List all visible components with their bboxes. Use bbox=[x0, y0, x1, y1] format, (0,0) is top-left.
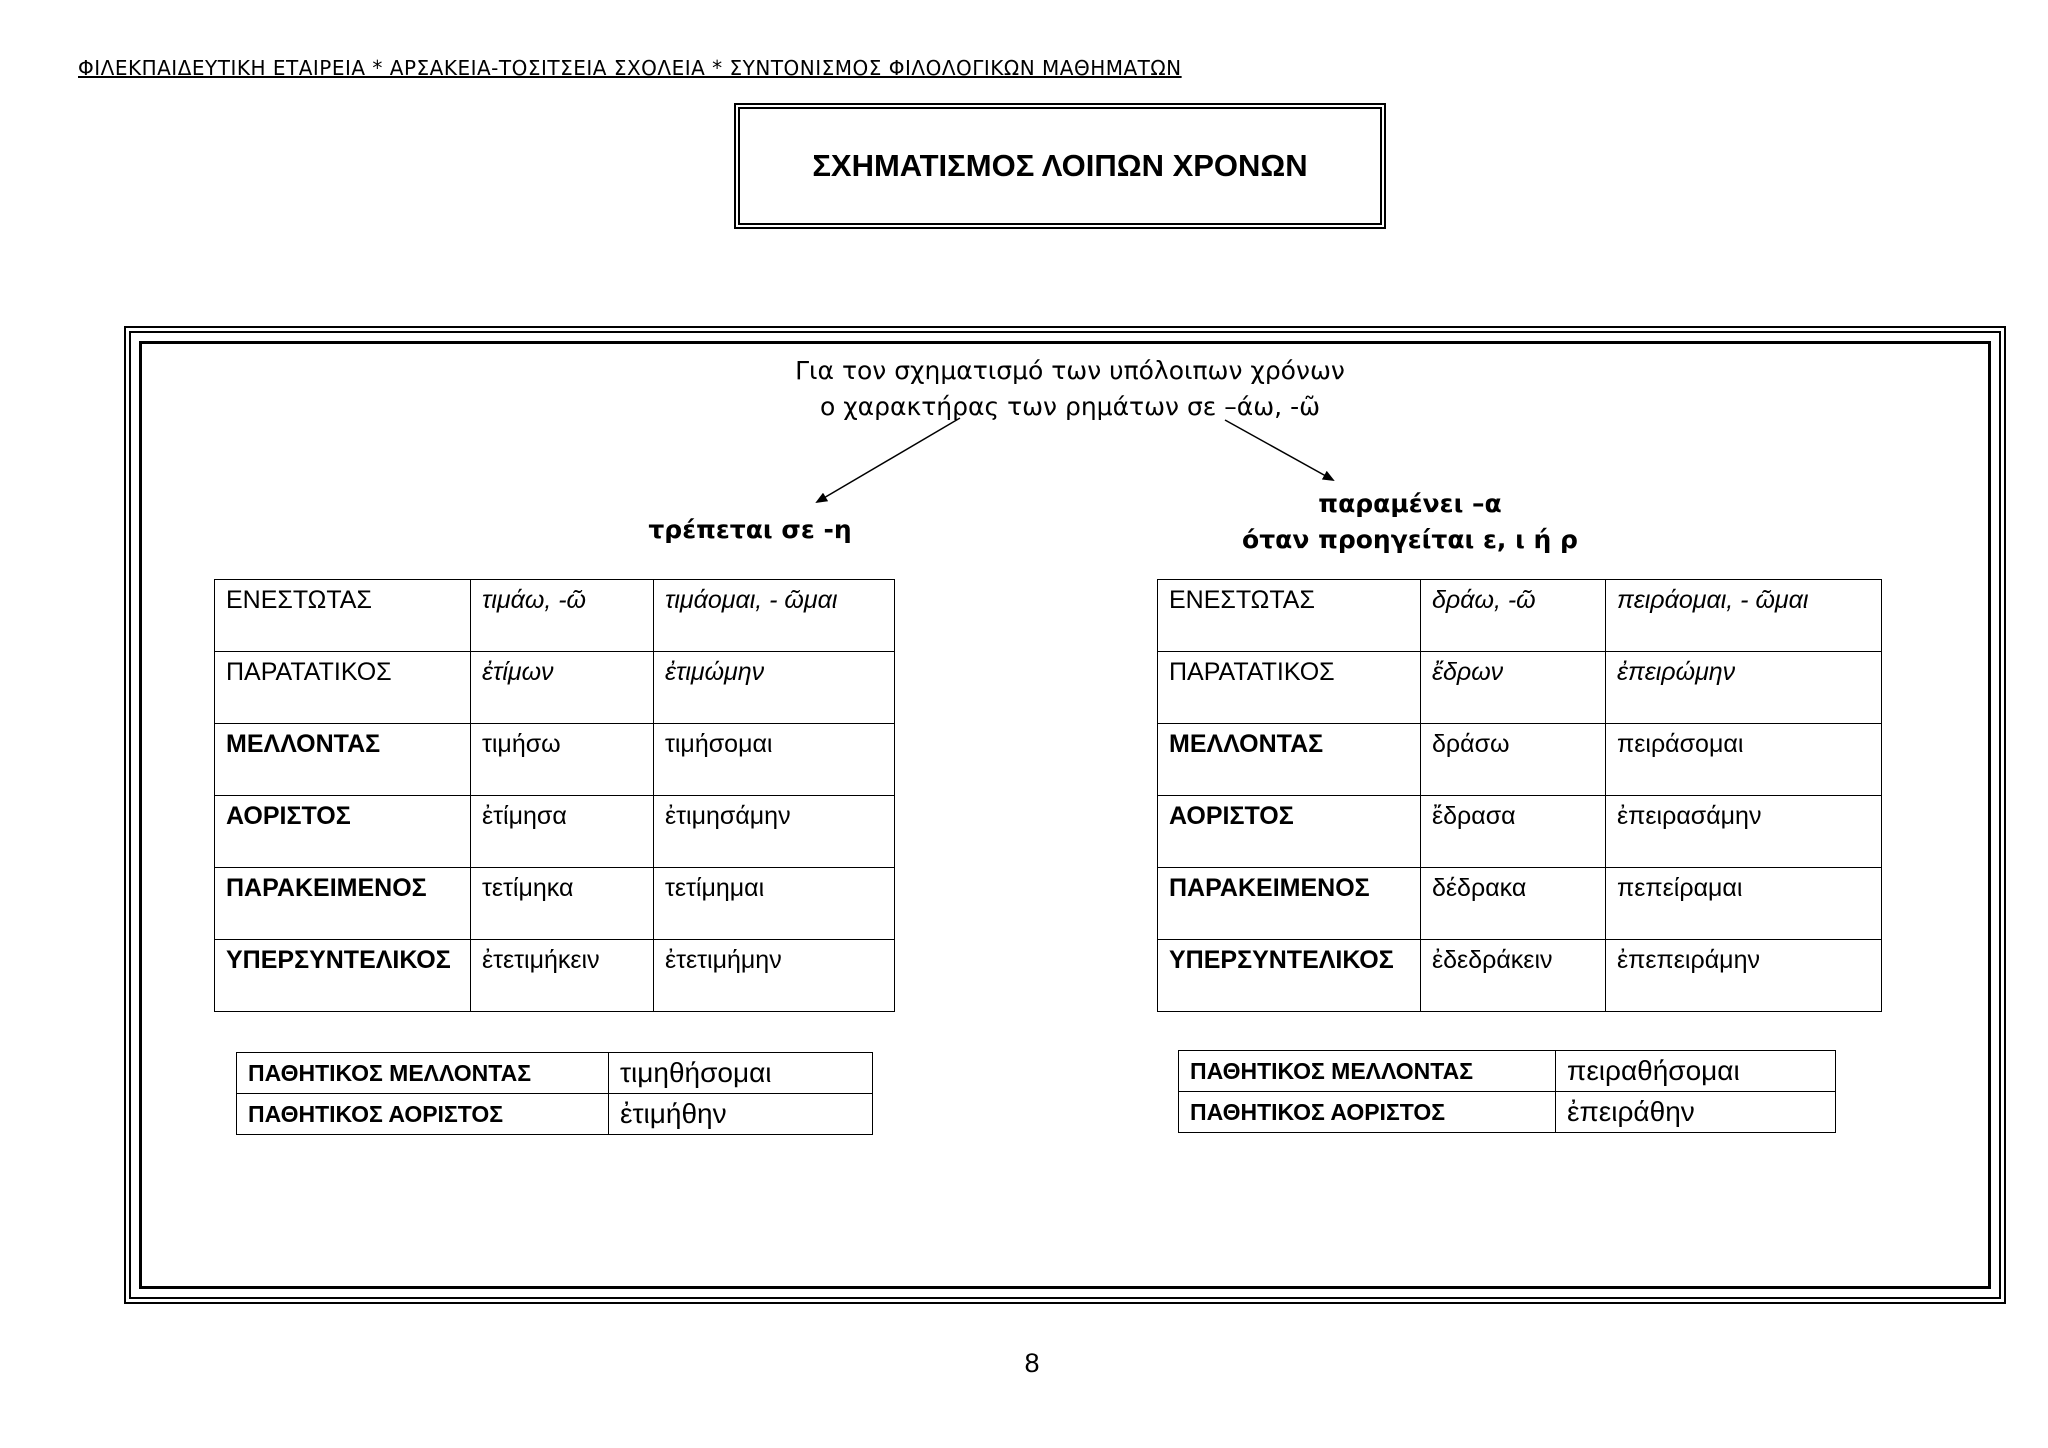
table-row bbox=[1179, 1092, 1836, 1133]
active-cell: ἐδεδράκειν bbox=[1421, 940, 1606, 1012]
passive-cell: ἐτιμησάμην bbox=[654, 796, 895, 868]
right-conjugation-table bbox=[1157, 579, 1882, 1012]
active-cell: ἔδρασα bbox=[1421, 796, 1606, 868]
table-row bbox=[1158, 580, 1882, 652]
tense-cell: ΠΑΡΑΤΑΤΙΚΟΣ bbox=[215, 652, 471, 724]
active-cell: ἐτετιμήκειν bbox=[471, 940, 654, 1012]
tense-cell: ΑΟΡΙΣΤΟΣ bbox=[1158, 796, 1421, 868]
table-row bbox=[1158, 796, 1882, 868]
active-cell: ἔδρων bbox=[1421, 652, 1606, 724]
passive-cell: ἐτετιμήμην bbox=[654, 940, 895, 1012]
passive-cell: τετίμημαι bbox=[654, 868, 895, 940]
passive-cell: πειράσομαι bbox=[1606, 724, 1882, 796]
left-passive-table bbox=[236, 1052, 873, 1135]
right-branch-label-2: όταν προηγείται ε, ι ή ρ bbox=[1242, 525, 1578, 554]
passive-cell: ἐπειρώμην bbox=[1606, 652, 1882, 724]
table-row bbox=[215, 940, 895, 1012]
page-number: 8 bbox=[1024, 1348, 1040, 1378]
table-row bbox=[215, 652, 895, 724]
active-cell: ἐτίμησα bbox=[471, 796, 654, 868]
active-cell: ἐτίμων bbox=[471, 652, 654, 724]
tense-cell: ΜΕΛΛΟΝΤΑΣ bbox=[1158, 724, 1421, 796]
tense-cell: ΕΝΕΣΤΩΤΑΣ bbox=[1158, 580, 1421, 652]
page-header: ΦΙΛΕΚΠΑΙΔΕΥΤΙΚΗ ΕΤΑΙΡΕΙΑ * ΑΡΣΑΚΕΙΑ-ΤΟΣΙΤΣΕΙΑ ΣΧΟΛΕΙΑ * ΣΥΝΤΟΝΙΣΜΟΣ ΦΙΛΟΛΟΓΙΚΩΝ ΜΑΘΗΜΑΤΩΝ bbox=[78, 56, 1182, 80]
passive-cell: τιμήσομαι bbox=[654, 724, 895, 796]
passive-cell: πεπείραμαι bbox=[1606, 868, 1882, 940]
arrow-left bbox=[817, 418, 960, 502]
tense-cell: ΠΑΡΑΚΕΙΜΕΝΟΣ bbox=[215, 868, 471, 940]
tense-cell: ΠΑΡΑΚΕΙΜΕΝΟΣ bbox=[1158, 868, 1421, 940]
passive-aorist-value: ἐπειράθην bbox=[1556, 1092, 1836, 1133]
table-row bbox=[215, 796, 895, 868]
tense-cell: ΕΝΕΣΤΩΤΑΣ bbox=[215, 580, 471, 652]
tense-cell: ΑΟΡΙΣΤΟΣ bbox=[215, 796, 471, 868]
table-row bbox=[215, 724, 895, 796]
passive-aorist-value: ἐτιμήθην bbox=[609, 1094, 873, 1135]
passive-future-value: πειραθήσομαι bbox=[1556, 1051, 1836, 1092]
active-cell: τιμάω, -ῶ bbox=[471, 580, 654, 652]
passive-future-label: ΠΑΘΗΤΙΚΟΣ ΜΕΛΛΟΝΤΑΣ bbox=[237, 1053, 609, 1094]
table-row bbox=[1158, 940, 1882, 1012]
active-cell: δέδρακα bbox=[1421, 868, 1606, 940]
active-cell: δράσω bbox=[1421, 724, 1606, 796]
passive-cell: τιμάομαι, - ῶμαι bbox=[654, 580, 895, 652]
active-cell: τιμήσω bbox=[471, 724, 654, 796]
table-row bbox=[215, 580, 895, 652]
right-passive-table bbox=[1178, 1050, 1836, 1133]
passive-future-label: ΠΑΘΗΤΙΚΟΣ ΜΕΛΛΟΝΤΑΣ bbox=[1179, 1051, 1556, 1092]
page-title: ΣΧΗΜΑΤΙΣΜΟΣ ΛΟΙΠΩΝ ΧΡΟΝΩΝ bbox=[812, 148, 1308, 183]
passive-aorist-label: ΠΑΘΗΤΙΚΟΣ ΑΟΡΙΣΤΟΣ bbox=[1179, 1092, 1556, 1133]
table-row bbox=[1179, 1051, 1836, 1092]
active-cell: τετίμηκα bbox=[471, 868, 654, 940]
tense-cell: ΥΠΕΡΣΥΝΤΕΛΙΚΟΣ bbox=[215, 940, 471, 1012]
table-row bbox=[237, 1053, 873, 1094]
active-cell: δράω, -ῶ bbox=[1421, 580, 1606, 652]
table-row bbox=[1158, 652, 1882, 724]
tense-cell: ΠΑΡΑΤΑΤΙΚΟΣ bbox=[1158, 652, 1421, 724]
table-row bbox=[215, 868, 895, 940]
table-row bbox=[237, 1094, 873, 1135]
tense-cell: ΜΕΛΛΟΝΤΑΣ bbox=[215, 724, 471, 796]
passive-future-value: τιμηθήσομαι bbox=[609, 1053, 873, 1094]
table-row bbox=[1158, 868, 1882, 940]
table-row bbox=[1158, 724, 1882, 796]
passive-cell: ἐτιμώμην bbox=[654, 652, 895, 724]
right-branch-label-1: παραμένει –α bbox=[1318, 489, 1502, 518]
intro-line-2: ο χαρακτήρας των ρημάτων σε –άω, -ῶ bbox=[819, 392, 1321, 421]
left-conjugation-table bbox=[214, 579, 895, 1012]
passive-cell: πειράομαι, - ῶμαι bbox=[1606, 580, 1882, 652]
arrow-right bbox=[1225, 420, 1333, 480]
intro-line-1: Για τον σχηματισμό των υπόλοιπων χρόνων bbox=[795, 356, 1345, 385]
passive-cell: ἐπειρασάμην bbox=[1606, 796, 1882, 868]
passive-cell: ἐπεπειράμην bbox=[1606, 940, 1882, 1012]
tense-cell: ΥΠΕΡΣΥΝΤΕΛΙΚΟΣ bbox=[1158, 940, 1421, 1012]
left-branch-label: τρέπεται σε -η bbox=[648, 515, 852, 544]
passive-aorist-label: ΠΑΘΗΤΙΚΟΣ ΑΟΡΙΣΤΟΣ bbox=[237, 1094, 609, 1135]
